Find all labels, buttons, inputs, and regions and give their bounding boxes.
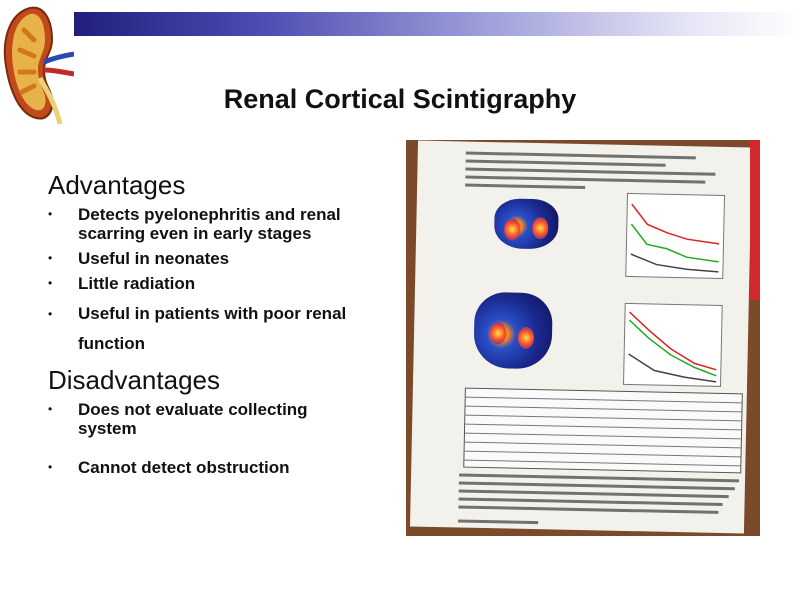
renogram-graph	[625, 193, 725, 279]
bullet-icon: •	[48, 307, 53, 321]
scan-hotspot	[532, 217, 548, 239]
list-item: • Little radiation	[48, 274, 196, 293]
photo-edge	[750, 140, 760, 300]
scan-hotspot	[490, 322, 506, 344]
list-item: • Cannot detect obstruction	[48, 458, 290, 477]
content-column	[48, 170, 368, 483]
list-item: • Detects pyelonephritis and renal scarring even in early stages	[48, 205, 341, 243]
text-line	[458, 519, 538, 524]
disadvantages-heading: Disadvantages	[48, 365, 220, 395]
renogram-graph	[623, 303, 723, 387]
text-line	[465, 184, 585, 190]
disadvantages-list	[48, 400, 368, 477]
bullet-icon: •	[48, 251, 53, 265]
header-band	[72, 12, 800, 36]
scan-hotspot	[504, 218, 520, 240]
text-line	[465, 176, 705, 184]
text-line	[465, 168, 715, 176]
advantages-heading: Advantages	[48, 170, 186, 200]
list-item: • Useful in patients with poor renal function	[48, 299, 368, 359]
advantages-list	[48, 205, 368, 359]
kidney-scan-image	[494, 198, 559, 249]
report-paper	[410, 141, 752, 534]
slide-title: Renal Cortical Scintigraphy	[223, 84, 577, 114]
text-line	[459, 489, 729, 498]
bullet-icon: •	[48, 460, 53, 474]
text-line	[459, 497, 723, 506]
list-item: • Useful in neonates	[48, 249, 230, 268]
list-item: • Does not evaluate collecting system	[48, 400, 308, 438]
bullet-icon: •	[48, 276, 53, 290]
results-table	[463, 388, 743, 474]
spacer	[48, 444, 368, 458]
kidney-scan-image	[473, 292, 553, 370]
bullet-icon: •	[48, 207, 53, 221]
text-line	[458, 505, 718, 513]
text-line	[466, 160, 666, 167]
bullet-icon: •	[48, 402, 53, 416]
text-line	[459, 473, 739, 482]
scintigraphy-report-photo	[406, 140, 760, 536]
scan-hotspot	[518, 327, 534, 349]
text-line	[466, 152, 696, 160]
text-line	[459, 481, 735, 490]
